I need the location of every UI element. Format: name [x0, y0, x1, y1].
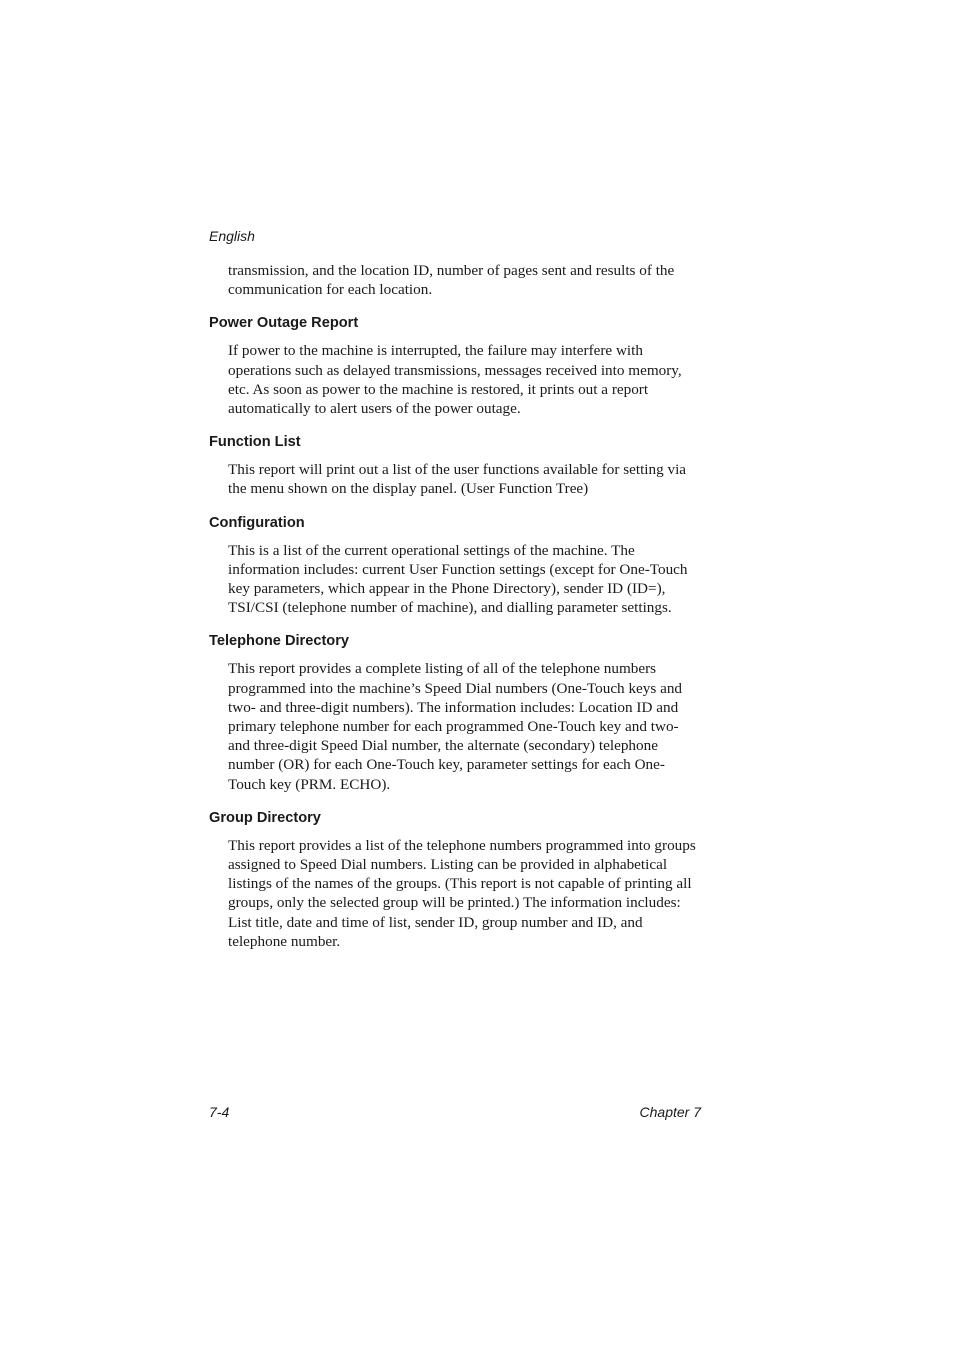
paragraph-telephone-directory: This report provides a complete listing of all of the telephone numbers programmed into the machine’s Speed Dial numbers (One-Touch keys and two- and three-digit numbers). The information includes: Location ID and primary telephone number for each programmed One-Touch key and two- and three-digit Speed Dial number, the alternate (secondary) telephone number (OR) for each One-Touch key, parameter settings for each One-Touch key (PRM. ECHO). [228, 660, 683, 793]
page-content [209, 261, 701, 951]
paragraph-function-list: This report will print out a list of the user functions available for setting via the menu shown on the display panel. (User Function Tree) [228, 461, 687, 498]
heading-configuration: Configuration [209, 514, 305, 531]
heading-function-list: Function List [209, 434, 301, 451]
running-header-language: English [209, 228, 255, 244]
heading-telephone-directory: Telephone Directory [209, 633, 350, 650]
footer-chapter-label: Chapter 7 [639, 1104, 701, 1120]
paragraph-power-outage-report: If power to the machine is interrupted, the failure may interfere with operations such as delayed transmissions, messages received into memory, etc. As soon as power to the machine is restored, it prints out a report automatically to alert users of the power outage. [228, 342, 682, 418]
footer-page-number: 7-4 [209, 1104, 230, 1120]
heading-group-directory: Group Directory [209, 809, 321, 826]
paragraph-configuration: This is a list of the current operational settings of the machine. The information includes: current User Function settings (except for One-Touch key parameters, which appear in the Phone Directory), sender ID (ID=), TSI/CSI (telephone number of machine), and dialling parameter settings. [228, 541, 688, 617]
intro-paragraph: transmission, and the location ID, number of pages sent and results of the communication for each location. [228, 262, 675, 299]
heading-power-outage-report: Power Outage Report [209, 315, 359, 332]
paragraph-group-directory: This report provides a list of the telephone numbers programmed into groups assigned to Speed Dial numbers. Listing can be provided in alphabetical listings of the names of the groups. (This report is not capable of printing all groups, only the selected group will be printed.) The information includes: List title, date and time of list, sender ID, group number and ID, and telephone number. [228, 836, 696, 950]
